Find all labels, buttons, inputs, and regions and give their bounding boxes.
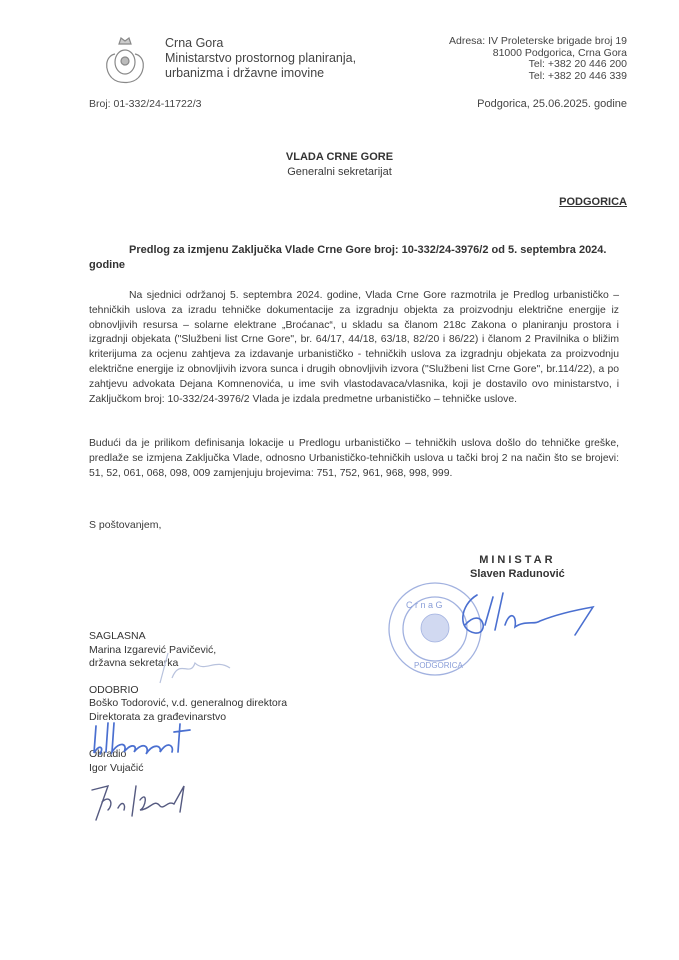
- country-name: Crna Gora: [165, 36, 224, 50]
- document-date: Podgorica, 25.06.2025. godine: [477, 98, 627, 110]
- handwritten-signature-icon: [88, 780, 198, 822]
- processor-name: Igor Vujačić: [89, 761, 144, 774]
- svg-text:C r n a G: C r n a G: [406, 600, 443, 610]
- handwritten-signature-icon: [88, 718, 198, 758]
- phone-1: Tel: +382 20 446 200: [528, 58, 627, 70]
- ministry-name: [165, 36, 356, 81]
- recipient-block: [0, 150, 679, 180]
- address-city: 81000 Podgorica, Crna Gora: [492, 46, 627, 59]
- signatory-title: MINISTAR: [479, 554, 556, 566]
- signatory-block: [470, 553, 565, 581]
- signatory-name: Slaven Radunović: [470, 568, 565, 580]
- approval-label-odobrio: ODOBRIO: [89, 683, 139, 696]
- svg-text:PODGORICA: PODGORICA: [414, 661, 463, 670]
- subject-line: Predlog za izmjenu Zaključka Vlade Crne Gore broj: 10-332/24-3976/2 od 5. septembra 2024. godine: [89, 244, 607, 271]
- approver-department: Direktorata za građevinarstvo: [89, 710, 227, 723]
- handwritten-signature-icon: [455, 585, 600, 655]
- recipient-city: PODGORICA: [559, 196, 627, 208]
- ministry-line-1: Ministarstvo prostornog planiranja,: [165, 51, 357, 65]
- recipient-title: VLADA CRNE GORE: [285, 151, 394, 163]
- closing-salutation: S poštovanjem,: [89, 519, 162, 531]
- phone-2: Tel: +382 20 446 339: [528, 69, 627, 82]
- approval-label-saglasna: SAGLASNA: [89, 630, 146, 642]
- approver-name: Marina Izgarević Pavičević,: [89, 643, 217, 656]
- approval-label-obradio: Obradio: [89, 748, 127, 760]
- handwritten-signature-icon: [150, 648, 240, 688]
- ministry-address: [449, 36, 627, 82]
- reference-number: Broj: 01-332/24-11722/3: [89, 98, 202, 110]
- recipient-subtitle: Generalni sekretarijat: [287, 166, 392, 178]
- address-street: Adresa: IV Proleterske brigade broj 19: [448, 35, 627, 47]
- body-paragraph-1: Na sjednici održanoj 5. septembra 2024. godine, Vlada Crne Gore razmotrila je Predlog urbanističko – tehničkih uslova za izradu tehničke dokumentacije za izgradnju objekta za proizvodnju električne energije iz obnovljivih resursa – solarne elektrane „Broćanac“, u skladu sa članom 218c Zakona o planiranju prostora i izgradnji objekata ("Službeni list Crne Gore", br. 64/17, 44/18, 63/18, 82/20 i 86/22) i članom 2 Pravilnika o bližim kriterijuma za ocjenu zahtjeva za izdavanje urbanističko - tehničkih uslova za izgradnju objekata za proizvodnju električne energije iz obnovljivih izvora sunca i drugih obnovljivih izvora ("Službeni list Crne Gore", br.114/22), a po zahtjevu advokata Dejana Komnenovića, u ime svih vlastodavaca/vlasnika, koji je dostavilo ovo ministarstvo, i Zaključkom broj: 10-332/24-3976/2 Vlada je izdala predmetne urbanističko – tehničke uslove.: [89, 290, 619, 405]
- ministry-line-2: urbanizma i državne imovine: [165, 66, 325, 80]
- body-paragraph-2: Budući da je prilikom definisanja lokacije u Predlogu urbanističko – tehničkih uslova došlo do tehničke greške, predlaže se izmjena Zaključka Vlade, odnosno Urbanističko-tehničkih uslova u tački broj 2 na način što se brojevi: 51, 52, 061, 068, 098, 009 zamjenjuju brojevima: 751, 752, 961, 968, 998, 999.: [89, 438, 619, 479]
- approver-name: Boško Todorović, v.d. generalnog direktora: [89, 697, 288, 709]
- approver-role: državna sekretarka: [89, 657, 179, 669]
- montenegro-coat-of-arms-icon: [100, 34, 150, 88]
